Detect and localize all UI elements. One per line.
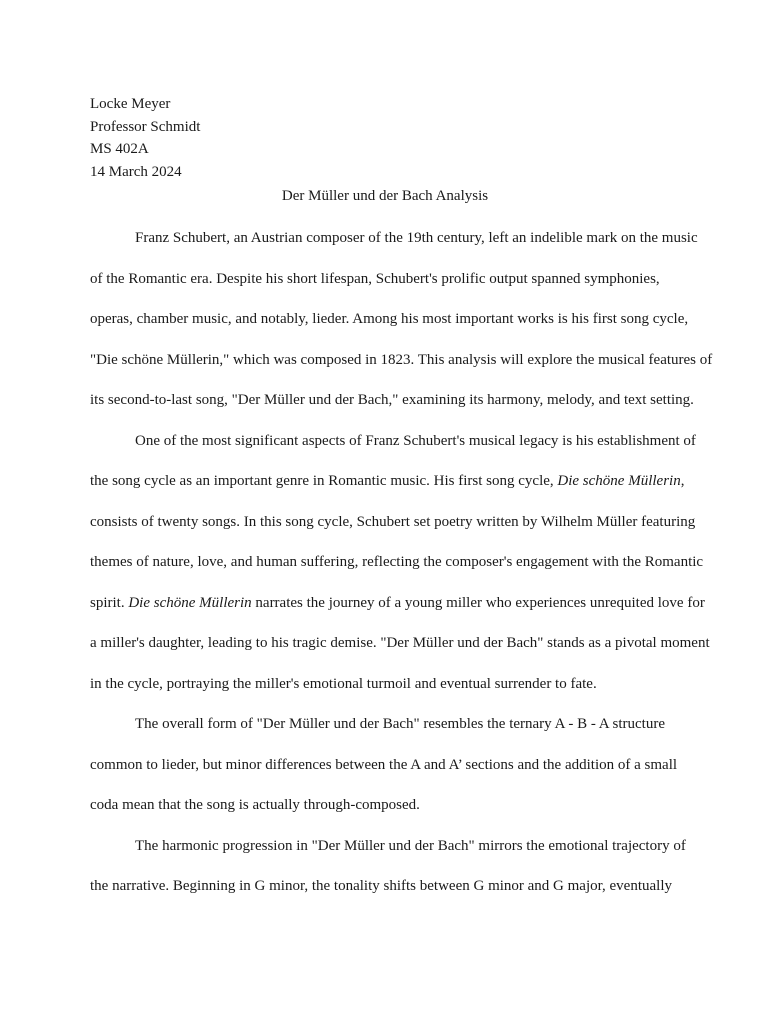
italic-work-title: Die schöne Müllerin [557,473,681,489]
document-body [90,227,713,916]
body-line: coda mean that the song is actually through-composed. [90,797,420,813]
body-line: The overall form of "Der Müller und der Bach" resembles the ternary A - B - A structure [135,716,666,732]
author-name: Locke Meyer [90,96,171,112]
italic-work-title: Die schöne Müllerin [128,594,252,611]
body-line: common to lieder, but minor differences between the A and A’ sections and the addition of a small [90,756,678,773]
body-line: themes of nature, love, and human suffering, reflecting the composer's engagement with the Romantic [90,554,704,570]
body-line: of the Romantic era. Despite his short lifespan, Schubert's prolific output spanned symphonies, [90,270,660,287]
body-line [90,470,685,511]
body-line: "Die schöne Müllerin," which was composed in 1823. This analysis will explore the musical features of [90,351,713,368]
body-line-text: , [680,473,685,489]
body-line: a miller's daughter, leading to his tragic demise. "Der Müller und der Bach" stands as a pivotal moment [90,635,710,651]
document-date: 14 March 2024 [90,163,182,180]
body-line: operas, chamber music, and notably, lieder. Among his most important works is his first song cycle, [90,311,689,327]
document-title: Der Müller und der Bach Analysis [281,188,489,204]
course-code: MS 402A [90,141,149,157]
body-line: the narrative. Beginning in G minor, the tonality shifts between G minor and G major, eventually [90,878,672,894]
body-line: Franz Schubert, an Austrian composer of the 19th century, left an indelible mark on the music [135,230,698,246]
body-line-text: the song cycle as an important genre in Romantic music. His first song cycle, [90,473,558,489]
body-line-text: narrates the journey of a young miller who experiences unrequited love for [251,594,705,611]
body-line-text: spirit. [90,594,129,611]
body-line: One of the most significant aspects of Franz Schubert's musical legacy is his establishment of [135,432,696,449]
body-line: consists of twenty songs. In this song cycle, Schubert set poetry written by Wilhelm Müller featuring [90,513,696,530]
body-line: The harmonic progression in "Der Müller und der Bach" mirrors the emotional trajectory of [135,837,686,854]
document-header [90,93,680,183]
body-line [90,592,705,633]
professor-name: Professor Schmidt [90,118,201,135]
body-line: in the cycle, portraying the miller's emotional turmoil and eventual surrender to fate. [90,675,597,692]
body-line: its second-to-last song, "Der Müller und der Bach," examining its harmony, melody, and text setting. [90,392,694,408]
